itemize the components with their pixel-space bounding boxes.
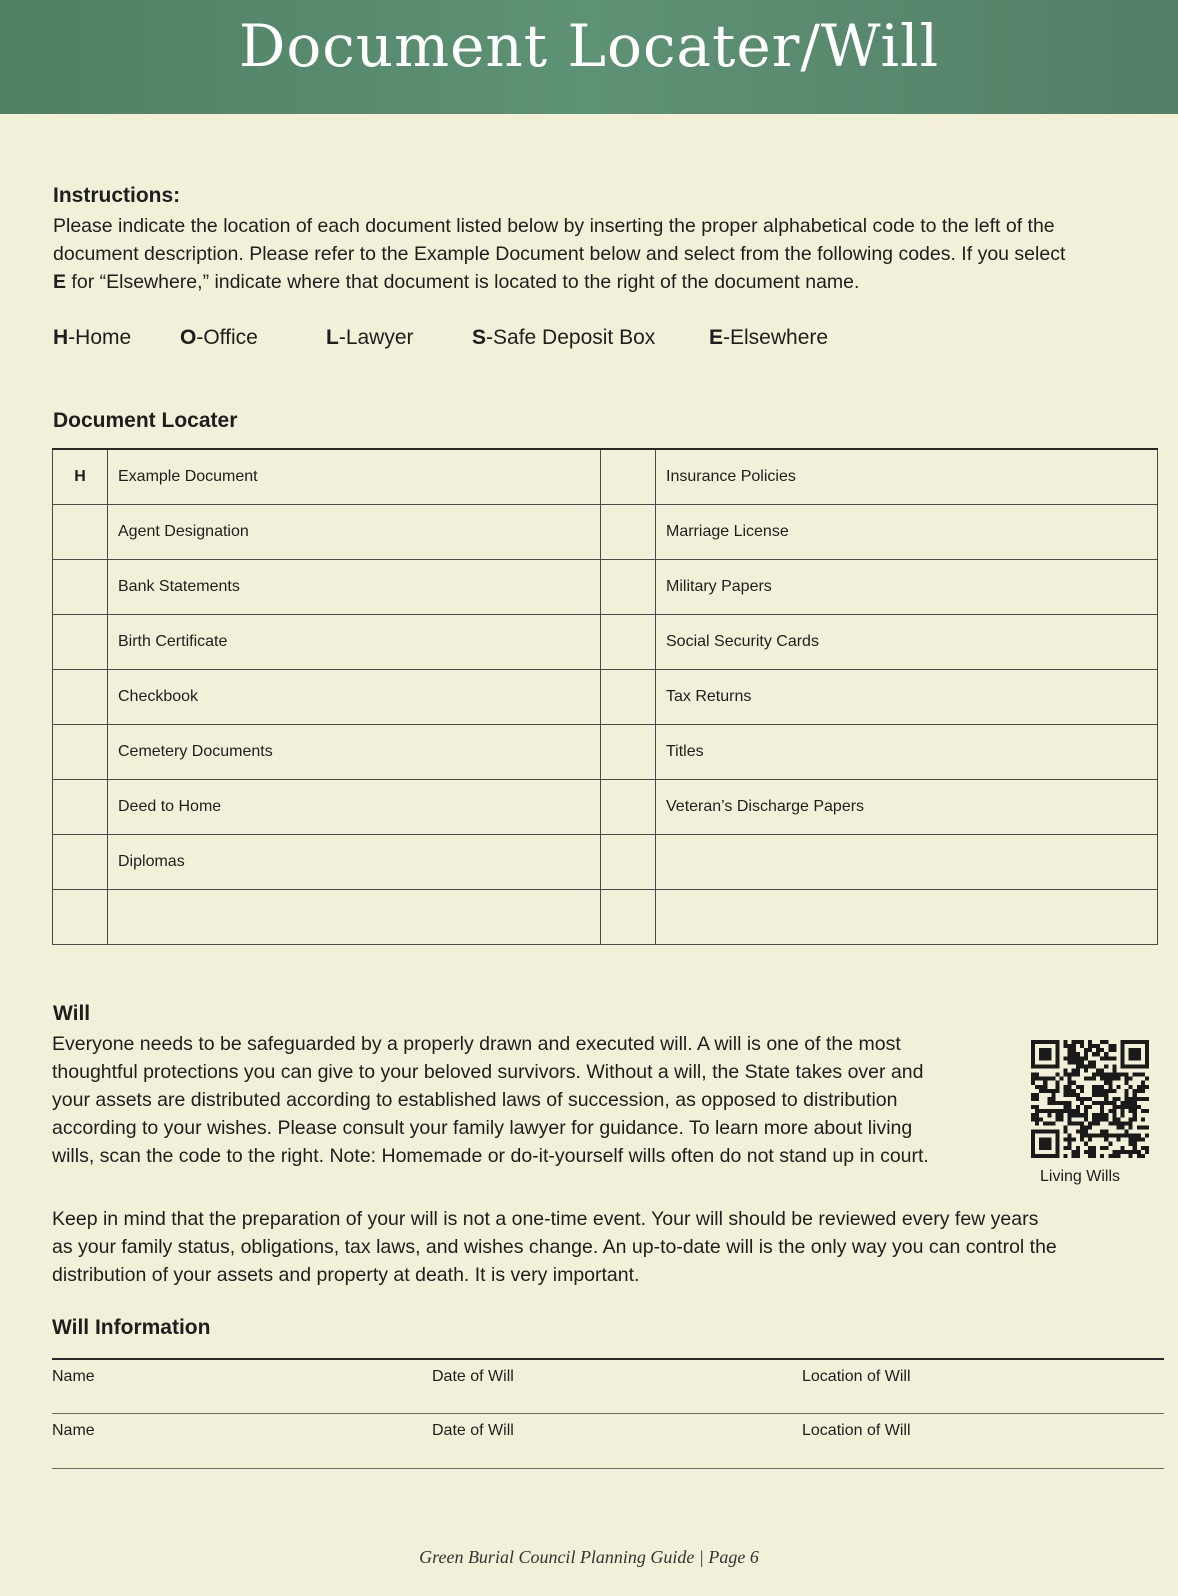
table-row bbox=[53, 449, 1158, 505]
right-code-field[interactable] bbox=[601, 890, 656, 945]
page-title: Document Locater/Will bbox=[238, 12, 940, 80]
will-location-label: Location of Will bbox=[802, 1368, 911, 1385]
left-code-field[interactable] bbox=[53, 560, 108, 615]
will-date-label: Date of Will bbox=[432, 1368, 514, 1385]
right-document-name bbox=[656, 835, 1158, 890]
right-code-field[interactable] bbox=[601, 780, 656, 835]
will-date-label: Date of Will bbox=[432, 1422, 514, 1439]
table-row bbox=[53, 780, 1158, 835]
will-location-label: Location of Will bbox=[802, 1422, 911, 1439]
left-document-name: Cemetery Documents bbox=[108, 725, 601, 780]
paragraph-line: distribution of your assets and property at death. It is very important. bbox=[52, 1264, 640, 1286]
code-home: H-Home bbox=[53, 326, 132, 349]
paragraph-line: your assets are distributed according to established laws of succession, as opposed to distribution bbox=[52, 1089, 898, 1111]
left-document-name: Deed to Home bbox=[108, 780, 601, 835]
left-document-name: Diplomas bbox=[108, 835, 601, 890]
right-code-field[interactable] bbox=[601, 449, 656, 505]
left-code-field[interactable] bbox=[53, 505, 108, 560]
will-name-label: Name bbox=[52, 1368, 95, 1385]
page-header bbox=[0, 0, 1178, 114]
right-document-name: Veteran’s Discharge Papers bbox=[656, 780, 1158, 835]
will-paragraph-2 bbox=[52, 1205, 1167, 1289]
table-row bbox=[53, 560, 1158, 615]
code-office: O-Office bbox=[180, 326, 258, 349]
locater-heading: Document Locater bbox=[53, 409, 238, 432]
instructions-text bbox=[53, 212, 1163, 296]
instructions-line bbox=[53, 268, 1163, 296]
left-document-name: Example Document bbox=[108, 449, 601, 505]
left-code-field[interactable] bbox=[53, 725, 108, 780]
instructions-heading: Instructions: bbox=[53, 184, 181, 207]
location-codes bbox=[53, 326, 953, 356]
table-row bbox=[53, 615, 1158, 670]
code-elsewhere: E-Elsewhere bbox=[709, 326, 829, 349]
left-document-name: Checkbook bbox=[108, 670, 601, 725]
table-row bbox=[53, 505, 1158, 560]
instructions-line3-rest: for “Elsewhere,” indicate where that document is located to the right of the document name. bbox=[66, 271, 860, 293]
will-heading: Will bbox=[53, 1002, 91, 1025]
left-code-field[interactable]: H bbox=[53, 449, 108, 505]
paragraph-line: Everyone needs to be safeguarded by a properly drawn and executed will. A will is one of the most bbox=[52, 1033, 901, 1055]
right-document-name: Marriage License bbox=[656, 505, 1158, 560]
right-code-field[interactable] bbox=[601, 615, 656, 670]
paragraph-line: wills, scan the code to the right. Note: Homemade or do-it-yourself wills often do not stand up in court. bbox=[52, 1145, 929, 1167]
left-document-name: Agent Designation bbox=[108, 505, 601, 560]
left-document-name bbox=[108, 890, 601, 945]
right-document-name: Tax Returns bbox=[656, 670, 1158, 725]
table-row bbox=[53, 890, 1158, 945]
will-info-bottom-rule bbox=[52, 1468, 1164, 1469]
right-code-field[interactable] bbox=[601, 725, 656, 780]
document-locater-table bbox=[52, 448, 1158, 945]
paragraph-line: according to your wishes. Please consult your family lawyer for guidance. To learn more about living bbox=[52, 1117, 913, 1139]
will-information-heading: Will Information bbox=[52, 1316, 211, 1339]
right-code-field[interactable] bbox=[601, 670, 656, 725]
table-row bbox=[53, 835, 1158, 890]
qr-code-icon[interactable] bbox=[1031, 1040, 1149, 1158]
will-info-row bbox=[52, 1358, 1164, 1415]
left-code-field[interactable] bbox=[53, 890, 108, 945]
left-document-name: Bank Statements bbox=[108, 560, 601, 615]
table-row bbox=[53, 725, 1158, 780]
right-document-name: Insurance Policies bbox=[656, 449, 1158, 505]
instructions-code-e: E bbox=[53, 271, 67, 293]
left-document-name: Birth Certificate bbox=[108, 615, 601, 670]
right-document-name bbox=[656, 890, 1158, 945]
will-name-label: Name bbox=[52, 1422, 95, 1439]
qr-code-label: Living Wills bbox=[1040, 1168, 1121, 1185]
right-document-name: Social Security Cards bbox=[656, 615, 1158, 670]
left-code-field[interactable] bbox=[53, 780, 108, 835]
right-code-field[interactable] bbox=[601, 835, 656, 890]
code-lawyer: L-Lawyer bbox=[326, 326, 414, 349]
paragraph-line: thoughtful protections you can give to your beloved survivors. Without a will, the State takes over and bbox=[52, 1061, 924, 1083]
instructions-line: document description. Please refer to the Example Document below and select from the following codes. If you select bbox=[53, 243, 1066, 265]
table-row bbox=[53, 670, 1158, 725]
instructions-line: Please indicate the location of each document listed below by inserting the proper alphabetical code to the left of the bbox=[53, 215, 1055, 237]
left-code-field[interactable] bbox=[53, 615, 108, 670]
left-code-field[interactable] bbox=[53, 835, 108, 890]
will-info-row bbox=[52, 1413, 1164, 1469]
right-document-name: Military Papers bbox=[656, 560, 1158, 615]
right-code-field[interactable] bbox=[601, 505, 656, 560]
right-code-field[interactable] bbox=[601, 560, 656, 615]
right-document-name: Titles bbox=[656, 725, 1158, 780]
will-paragraph-1 bbox=[52, 1030, 1012, 1170]
left-code-field[interactable] bbox=[53, 670, 108, 725]
code-safe-deposit-box: S-Safe Deposit Box bbox=[472, 326, 656, 349]
paragraph-line: as your family status, obligations, tax laws, and wishes change. An up-to-date will is the only way you can control the bbox=[52, 1236, 1057, 1258]
page-footer: Green Burial Council Planning Guide | Page 6 bbox=[419, 1547, 759, 1567]
paragraph-line: Keep in mind that the preparation of your will is not a one-time event. Your will should be reviewed every few years bbox=[52, 1208, 1039, 1230]
